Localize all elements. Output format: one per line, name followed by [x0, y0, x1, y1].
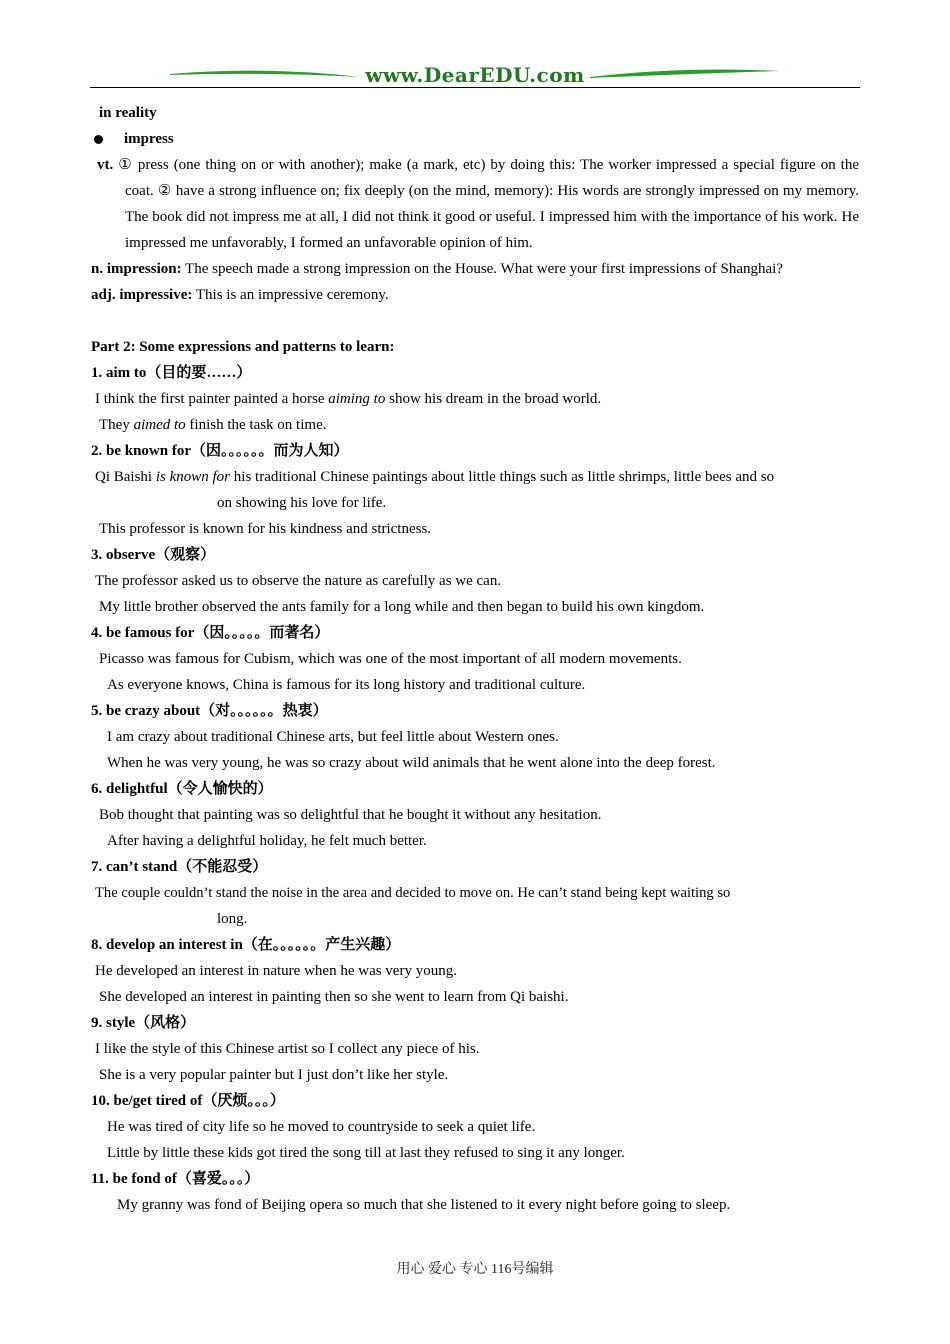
adj-label: adj. impressive: [91, 287, 193, 303]
example-sentence [91, 412, 859, 438]
header-rule [90, 87, 860, 88]
example-sentence: After having a delightful holiday, he felt much better. [107, 833, 427, 849]
example-sentence: Bob thought that painting was so delightful that he bought it without any hesitation. [99, 807, 602, 823]
example-sentence: When he was very young, he was so crazy about wild animals that he went alone into the deep forest. [107, 755, 716, 771]
item-heading: 8. develop an interest in（在。。。。。。产生兴趣） [91, 937, 401, 953]
item-heading: 1. aim to（目的要……） [91, 365, 252, 381]
document-body [91, 100, 859, 1218]
example-sentence: My little brother observed the ants family for a long while and then began to build his own kingdom. [99, 599, 705, 615]
vt-text: ① press (one thing on or with another); make (a mark, etc) by doing this: The worker impressed a special figure on the coat. ② have a strong influence on; fix deeply (on the mind, memory): His words are strongly impressed on my memory. The book did not impress me at all, I did not think it good or useful. I impressed him with the importance of his work. He impressed me unfavorably, I formed an unfavorable opinion of him. [118, 157, 859, 251]
item-heading: 7. can’t stand（不能忍受） [91, 859, 268, 875]
italic-phrase: aimed to [133, 417, 186, 433]
item-heading: 3. observe（观察） [91, 547, 216, 563]
example-sentence: Picasso was famous for Cubism, which was one of the most important of all modern movements. [99, 651, 682, 667]
example-sentence: He developed an interest in nature when he was very young. [95, 963, 457, 979]
text-run: his traditional Chinese paintings about little things such as little shrimps, little bees and so [230, 469, 775, 485]
text-run: Qi Baishi [95, 469, 156, 485]
item-heading: 4. be famous for（因。。。。。而著名） [91, 625, 330, 641]
example-sentence [91, 386, 859, 412]
item-heading: 2. be known for（因。。。。。。而为人知） [91, 443, 349, 459]
example-sentence: I am crazy about traditional Chinese arts, but feel little about Western ones. [107, 729, 559, 745]
text-run: finish the task on time. [185, 417, 327, 433]
example-sentence: As everyone knows, China is famous for its long history and traditional culture. [107, 677, 586, 693]
blank-line [91, 308, 859, 334]
page-header [90, 60, 860, 90]
example-sentence: She developed an interest in painting then so she went to learn from Qi baishi. [99, 989, 569, 1005]
example-sentence: This professor is known for his kindness and strictness. [99, 521, 432, 537]
phrase-in-reality: in reality [99, 105, 157, 121]
item-heading: 11. be fond of（喜爱。。。） [91, 1171, 260, 1187]
example-sentence [91, 464, 859, 490]
italic-phrase: is known for [155, 469, 231, 485]
item-heading: 6. delightful（令人愉快的） [91, 781, 273, 797]
item-heading: 9. style（风格） [91, 1015, 196, 1031]
n-label: n. impression: [91, 261, 182, 277]
site-logo: www.DearEDU.com [365, 63, 585, 87]
text-run: show his dream in the broad world. [385, 391, 602, 407]
bullet-icon [94, 135, 103, 144]
impress-vt-definition [91, 152, 859, 256]
example-continuation: on showing his love for life. [217, 495, 387, 511]
item-heading: 10. be/get tired of（厌烦。。。） [91, 1093, 285, 1109]
impressive-definition [91, 282, 859, 308]
example-sentence: My granny was fond of Beijing opera so much that she listened to it every night before going to sleep. [117, 1197, 731, 1213]
page-footer: 用心 爱心 专心 116号编辑 [396, 1262, 554, 1277]
example-sentence: The couple couldn’t stand the noise in the area and decided to move on. He can’t stand being kept waiting so [95, 885, 731, 901]
example-sentence: The professor asked us to observe the nature as carefully as we can. [95, 573, 502, 589]
example-sentence: I like the style of this Chinese artist so I collect any piece of his. [95, 1041, 480, 1057]
text-run: They [99, 417, 134, 433]
italic-phrase: aiming to [328, 391, 386, 407]
example-sentence: Little by little these kids got tired the song till at last they refused to sing it any longer. [107, 1145, 625, 1161]
example-sentence: He was tired of city life so he moved to countryside to seek a quiet life. [107, 1119, 536, 1135]
vt-label: vt. [97, 157, 114, 173]
word-impress: impress [124, 130, 174, 147]
adj-text: This is an impressive ceremony. [192, 287, 389, 303]
example-continuation: long. [217, 911, 248, 927]
n-text: The speech made a strong impression on the House. What were your first impressions of Shanghai? [181, 261, 783, 277]
example-sentence: She is a very popular painter but I just don’t like her style. [99, 1067, 449, 1083]
item-heading: 5. be crazy about（对。。。。。。热衷） [91, 703, 328, 719]
text-run: I think the first painter painted a horse [95, 391, 329, 407]
word-impress-row [91, 126, 859, 152]
part2-title: Part 2: Some expressions and patterns to learn: [91, 339, 395, 355]
impression-definition [91, 256, 859, 282]
